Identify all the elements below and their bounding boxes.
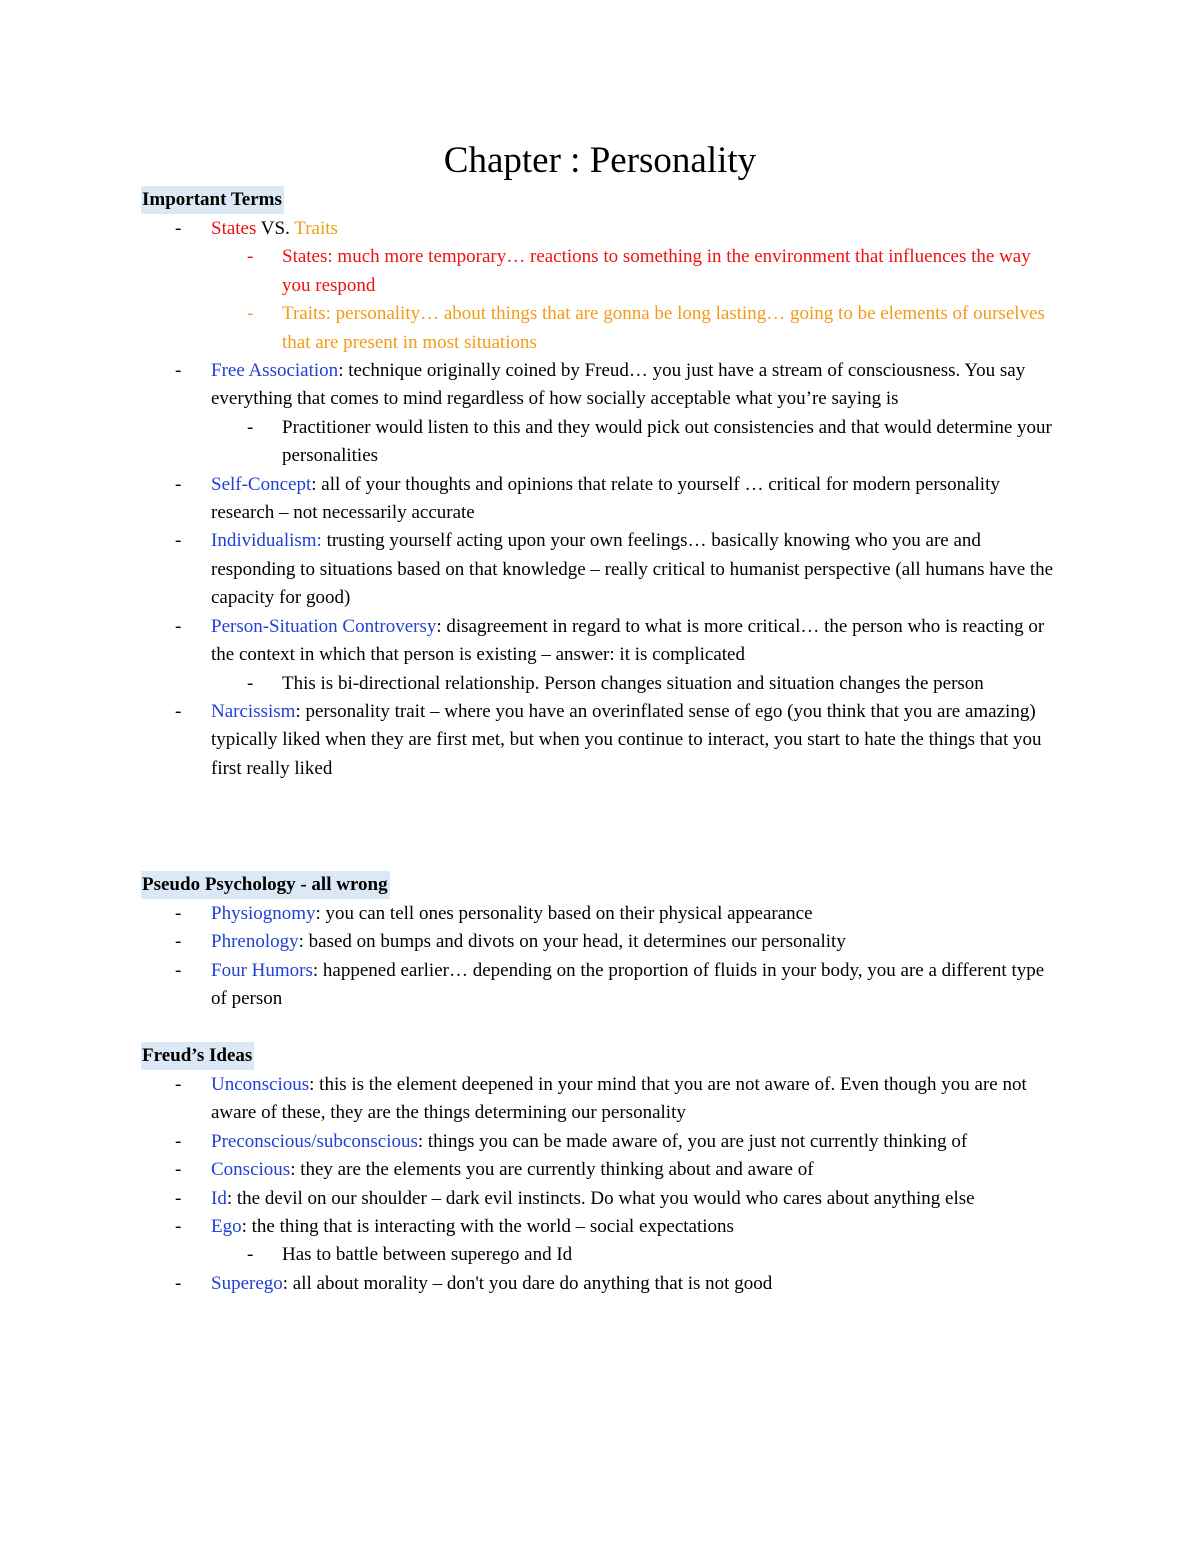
item-text: : the devil on our shoulder – dark evil instincts. Do what you would who cares about anything else [226,1187,975,1209]
dash-bullet: - [175,959,182,981]
item-text: : disagreement in regard to what is more critical… the person who is reacting or the context in which that person is existing – answer: it is complicated [211,615,1045,666]
item-text: : all about morality – don't you dare do anything that is not good [282,1272,773,1294]
term-label: Person-Situation Controversy [211,615,437,637]
item-text: Has to battle between superego and Id [282,1244,573,1266]
dash-bullet: - [175,1216,182,1238]
item-text: Practitioner would listen to this and they would pick out consistencies and that would determine your personalities [282,416,1052,467]
dash-bullet: - [175,931,182,953]
term-label: Narcissism [211,700,296,722]
list-item [141,957,1061,1014]
item-text: trusting yourself acting upon your own feelings… basically knowing who you are and responding to situations based on that knowledge – really critical to humanist perspective (all humans have the capacity for good) [211,530,1054,609]
dash-bullet: - [175,1130,182,1152]
dash-bullet: - [175,1272,182,1294]
term-label: Ego [211,1216,242,1238]
section-freuds-ideas [141,1042,1061,1298]
dash-bullet: - [247,246,254,268]
list-item [141,1185,1061,1213]
item-text: : happened earlier… depending on the proportion of fluids in your body, you are a different type of person [211,959,1045,1010]
term-label: Id [211,1187,227,1209]
section-heading: Pseudo Psychology - all wrong [141,871,390,899]
item-text: : technique originally coined by Freud… you just have a stream of consciousness. You say everything that comes to mind regardless of how socially acceptable what you’re saying is [211,360,1026,410]
term-label: Free Association [211,360,339,382]
item-text: VS. [256,218,295,239]
item-text: : you can tell ones personality based on their physical appearance [315,903,813,924]
dash-bullet: - [247,303,254,325]
list-item [141,1128,1061,1156]
term-label: Conscious [211,1159,291,1181]
item-text: : this is the element deepened in your mind that you are not aware of. Even though you are not aware of these, they are the things determining our personality [211,1074,1027,1124]
item-text: : personality trait – where you have an overinflated sense of ego (you think that you are amazing) typically liked when they are first met, but when you continue to interact, you start to hate the things that you first really liked [211,700,1042,779]
section-heading: Important Terms [141,186,284,214]
dash-bullet: - [175,1187,182,1209]
section-pseudo-psychology [141,871,1061,1014]
dash-bullet: - [175,700,182,722]
list-item [141,928,1061,956]
item-text: States [211,218,257,239]
item-text: : the thing that is interacting with the world – social expectations [241,1216,734,1238]
list-item [141,527,1061,612]
section-heading: Freud’s Ideas [141,1042,254,1070]
dash-bullet: - [175,1074,182,1095]
item-text: : they are the elements you are currently thinking about and aware of [290,1159,814,1181]
term-label: Physiognomy [211,903,316,924]
item-text: Traits [294,218,338,239]
term-label: Individualism: [211,530,322,552]
list-item [141,613,1061,670]
list-item [141,1156,1061,1184]
sub-list-item [141,1241,1061,1269]
dash-bullet: - [175,1159,182,1181]
dash-bullet: - [247,416,254,438]
item-text: : based on bumps and divots on your head, it determines our personality [298,931,846,953]
sub-list-item [141,243,1061,300]
list-item [141,1213,1061,1241]
list-item [141,900,1061,928]
list-item [141,357,1061,414]
bullet-list [141,900,1061,1014]
term-label: Self-Concept [211,473,312,495]
dash-bullet: - [175,218,182,239]
list-item [141,471,1061,528]
item-text: : all of your thoughts and opinions that relate to yourself … critical for modern personality research – not necessarily accurate [211,473,1000,524]
dash-bullet: - [175,903,182,924]
dash-bullet: - [247,1244,254,1266]
item-text: Traits: personality… about things that are gonna be long lasting… going to be elements of ourselves that are present in most situations [282,303,1045,353]
item-text: This is bi-directional relationship. Person changes situation and situation changes the person [282,672,984,694]
term-label: Four Humors [211,959,313,981]
sub-list-item [141,414,1061,471]
list-item [141,215,1061,243]
term-label: Phrenology [211,931,299,953]
section-important-terms [141,186,1061,783]
bullet-list [141,1071,1061,1298]
term-label: Preconscious/subconscious [211,1130,418,1152]
term-label: Unconscious [211,1074,310,1095]
dash-bullet: - [175,530,182,552]
list-item [141,1270,1061,1298]
bullet-list [141,215,1061,783]
list-item [141,698,1061,783]
dash-bullet: - [175,473,182,495]
dash-bullet: - [175,615,182,637]
sub-list-item [141,670,1061,698]
term-label: Superego [211,1272,283,1294]
item-text: : things you can be made aware of, you are just not currently thinking of [417,1130,968,1152]
dash-bullet: - [247,672,254,694]
item-text: States: much more temporary… reactions to something in the environment that influences the way you respond [282,246,1031,296]
page-title: Chapter : Personality [443,140,757,181]
dash-bullet: - [175,360,182,382]
sub-list-item [141,300,1061,357]
list-item [141,1071,1061,1128]
